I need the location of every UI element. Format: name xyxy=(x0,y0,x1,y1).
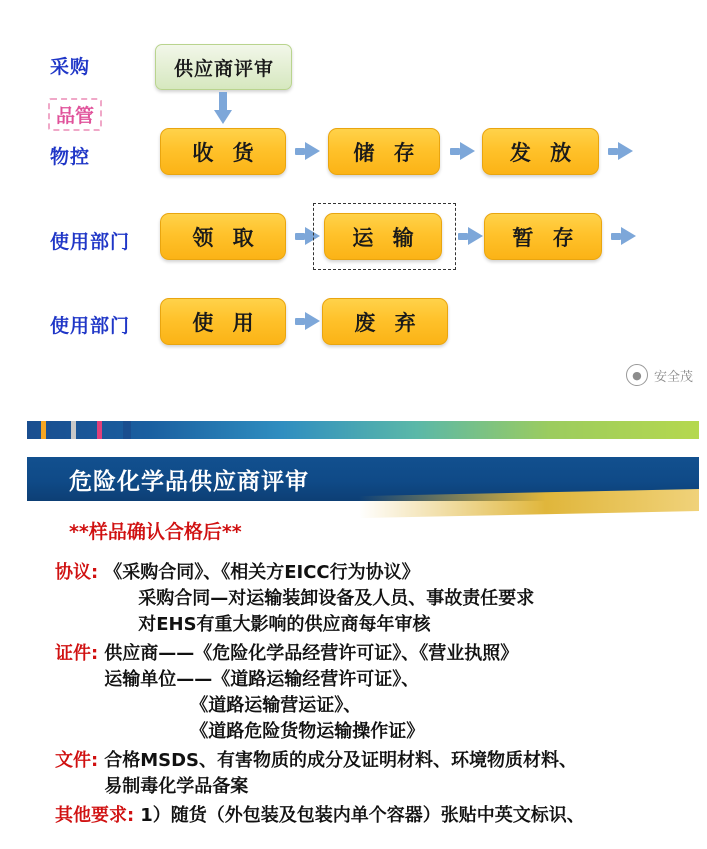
flow-node-temp-storage[interactable]: 暂 存 xyxy=(484,213,602,260)
section-documents xyxy=(55,746,699,798)
section-value xyxy=(104,558,534,636)
flow-node-dispose[interactable]: 废 弃 xyxy=(322,298,448,345)
flow-arrow-down xyxy=(214,110,232,124)
flow-arrow-right-3 xyxy=(618,142,633,160)
watermark-text: 安全茂 xyxy=(653,369,693,385)
section-agreement xyxy=(55,558,699,636)
section-line: 《道路危险货物运输操作证》 xyxy=(190,721,425,742)
process-flow-diagram xyxy=(0,0,707,400)
tick-blue xyxy=(123,421,131,439)
flow-arrow-stem-2 xyxy=(450,148,460,155)
slide-body xyxy=(27,517,699,827)
section-key: 文件: xyxy=(55,750,99,771)
tick-pink xyxy=(97,421,102,439)
flow-label-material-control: 物控 xyxy=(50,146,91,168)
section-value xyxy=(104,639,518,743)
wechat-icon: ● xyxy=(626,364,648,386)
flow-arrow-stem-1 xyxy=(295,148,305,155)
flow-node-storage[interactable]: 储 存 xyxy=(328,128,440,175)
flow-arrow-right-6 xyxy=(621,227,636,245)
slide-panel xyxy=(27,421,699,849)
section-other-requirements xyxy=(55,801,699,827)
section-value xyxy=(140,801,585,827)
flow-node-collect[interactable]: 领 取 xyxy=(160,213,286,260)
flow-node-use[interactable]: 使 用 xyxy=(160,298,286,345)
section-line: 合格MSDS、有害物质的成分及证明材料、环境物质材料、 xyxy=(104,750,577,771)
section-value xyxy=(104,746,577,798)
tick-orange xyxy=(41,421,46,439)
flow-arrow-stem-5 xyxy=(458,233,468,240)
slide-title-bar xyxy=(27,457,699,501)
slide-color-bar xyxy=(27,421,699,439)
flow-node-transport[interactable]: 运 输 xyxy=(324,213,442,260)
tick-gray xyxy=(71,421,76,439)
flow-arrow-stem-7 xyxy=(295,318,305,325)
section-key: 其他要求: xyxy=(55,805,135,826)
section-line: 1）随货（外包装及包装内单个容器）张贴中英文标识、 xyxy=(140,805,585,826)
flow-label-purchasing: 采购 xyxy=(50,56,91,78)
flow-arrow-stem-3 xyxy=(608,148,618,155)
watermark xyxy=(626,364,693,386)
section-line: 供应商——《危险化学品经营许可证》、《营业执照》 xyxy=(104,643,519,664)
section-certificates xyxy=(55,639,699,743)
flow-arrow-right-5 xyxy=(468,227,483,245)
flow-arrow-stem-6 xyxy=(611,233,621,240)
sample-note: **样品确认合格后** xyxy=(69,521,242,543)
section-line: 采购合同—对运输装卸设备及人员、事故责任要求 xyxy=(138,588,535,609)
section-key: 协议: xyxy=(55,562,99,583)
section-key: 证件: xyxy=(55,643,99,664)
page-title: 危险化学品供应商评审 xyxy=(69,468,309,495)
flow-arrow-right-1 xyxy=(305,142,320,160)
flow-arrow-right-7 xyxy=(305,312,320,330)
section-line: 对EHS有重大影响的供应商每年审核 xyxy=(138,614,431,635)
flow-label-using-dept-2: 使用部门 xyxy=(50,315,131,337)
flow-arrow-down-stem xyxy=(219,92,227,112)
flow-node-receiving[interactable]: 收 货 xyxy=(160,128,286,175)
section-line: 《道路运输营运证》、 xyxy=(190,695,362,716)
section-line: 《采购合同》、《相关方EICC行为协议》 xyxy=(104,562,420,583)
section-line: 运输单位——《道路运输经营许可证》、 xyxy=(104,669,420,690)
flow-label-using-dept-1: 使用部门 xyxy=(50,231,131,253)
section-line: 易制毒化学品备案 xyxy=(104,776,249,797)
flow-node-issue[interactable]: 发 放 xyxy=(482,128,599,175)
flow-node-supplier-review[interactable]: 供应商评审 xyxy=(155,44,292,90)
flow-arrow-stem-4 xyxy=(295,233,305,240)
flow-arrow-right-2 xyxy=(460,142,475,160)
flow-label-quality-control: 品管 xyxy=(48,98,102,131)
